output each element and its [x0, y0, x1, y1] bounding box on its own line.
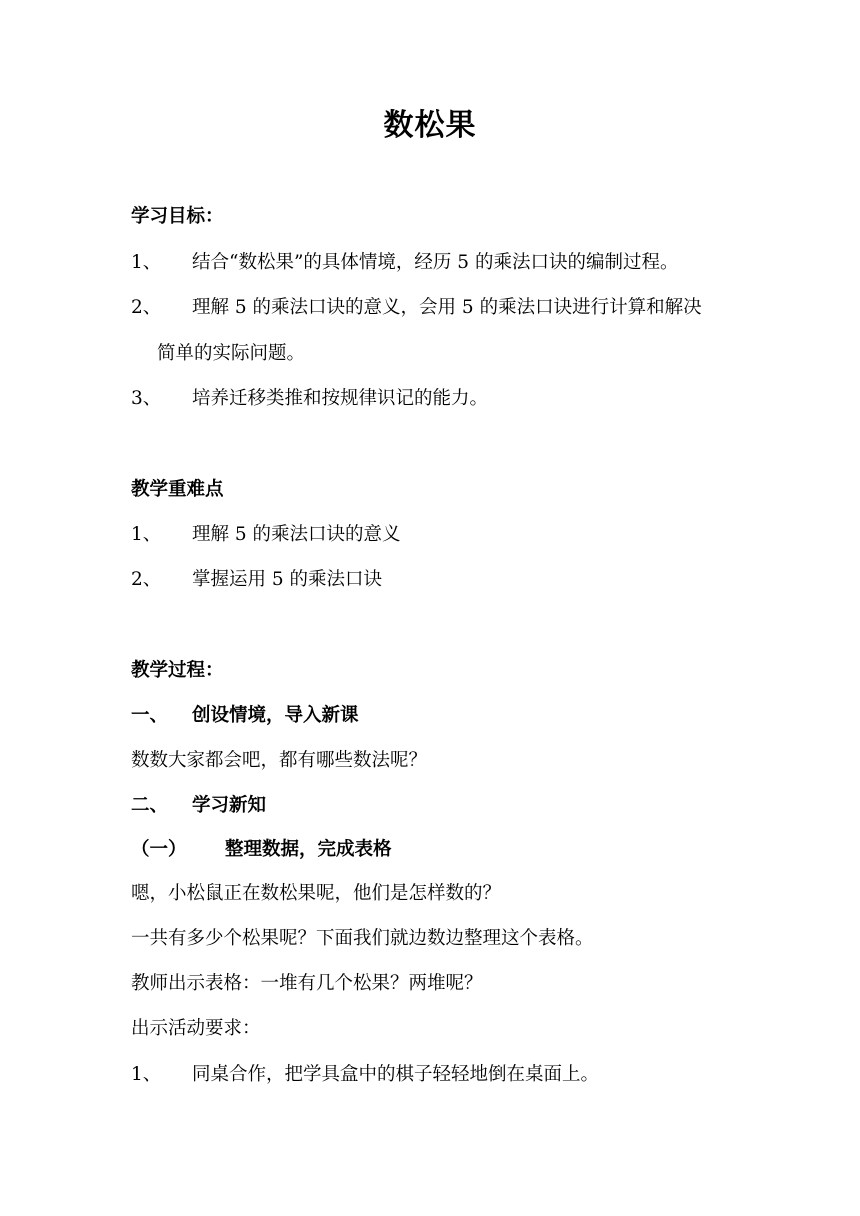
goal-item-text: 培养迁移类推和按规律识记的能力。: [192, 388, 489, 409]
goal-item-3: [131, 385, 488, 413]
goal-item-text: 理解 5 的乘法口诀的意义，会用 5 的乘法口诀进行计算和解决: [192, 297, 702, 318]
goal-item-1: [131, 249, 678, 277]
keypoint-item-text: 理解 5 的乘法口诀的意义: [192, 524, 401, 545]
activity-item-number: 1、: [131, 1064, 162, 1085]
activity-item-1: [131, 1061, 599, 1089]
activity-item-text: 同桌合作，把学具盒中的棋子轻轻地倒在桌面上。: [192, 1064, 600, 1085]
goals-heading: 学习目标：: [131, 206, 224, 227]
process-paragraph-3: 教师出示表格：一堆有几个松果？两堆呢？: [131, 973, 483, 994]
subpart-number: （一）: [131, 839, 187, 860]
goal-item-2-continuation: 简单的实际问题。: [157, 343, 306, 364]
process-paragraph-2: 一共有多少个松果呢？下面我们就边数边整理这个表格。: [131, 928, 594, 949]
part-number: 二、: [131, 795, 169, 816]
keypoints-heading: 教学重难点: [131, 479, 224, 500]
keypoint-item-1: [131, 521, 401, 549]
subpart-title: 整理数据，完成表格: [225, 839, 392, 860]
process-heading: 教学过程：: [131, 660, 224, 681]
process-subpart-1: [131, 836, 392, 864]
process-part-1-body: 数数大家都会吧，都有哪些数法呢？: [131, 750, 428, 771]
process-part-2: [131, 792, 266, 820]
keypoint-item-2: [131, 566, 382, 594]
part-title: 学习新知: [192, 795, 267, 816]
keypoint-item-number: 1、: [131, 524, 162, 545]
keypoint-item-text: 掌握运用 5 的乘法口诀: [192, 569, 383, 590]
goal-item-text: 结合“数松果”的具体情境，经历 5 的乘法口诀的编制过程。: [192, 252, 679, 273]
part-title: 创设情境，导入新课: [192, 705, 359, 726]
keypoint-item-number: 2、: [131, 569, 162, 590]
part-number: 一、: [131, 705, 169, 726]
goal-item-number: 1、: [131, 252, 162, 273]
process-paragraph-4: 出示活动要求：: [131, 1018, 261, 1039]
goal-item-number: 2、: [131, 297, 162, 318]
process-part-1: [131, 702, 359, 730]
goal-item-2: [131, 294, 702, 322]
document-title: 数松果: [383, 108, 477, 143]
goal-item-number: 3、: [131, 388, 162, 409]
process-paragraph-1: 嗯，小松鼠正在数松果呢，他们是怎样数的？: [131, 883, 502, 904]
